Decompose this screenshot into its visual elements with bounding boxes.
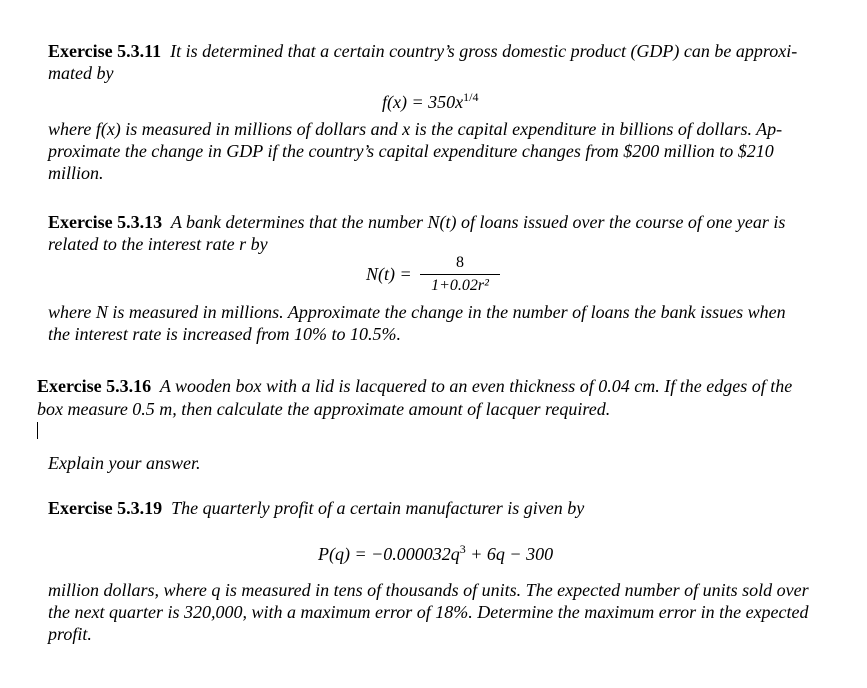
- fraction-bar: [420, 274, 500, 275]
- exercise-5-3-16-line-2: [37, 398, 610, 420]
- equation-lhs: P(q) = −0.000032q: [318, 544, 460, 564]
- exercise-5-3-11-line-2: [48, 62, 113, 84]
- exercise-5-3-16-line-1: [37, 375, 792, 397]
- exercise-5-3-11-line-1: [48, 40, 797, 62]
- exercise-label: Exercise 5.3.13: [48, 212, 163, 232]
- exercise-5-3-13-line-4: [48, 323, 401, 345]
- exercise-5-3-11-line-3: [48, 118, 782, 140]
- exercise-5-3-11-line-5: [48, 162, 104, 184]
- equation-lhs: N(t) =: [366, 264, 412, 284]
- text-cursor[interactable]: [37, 422, 38, 439]
- exercise-5-3-11-line-4: [48, 140, 774, 162]
- exercise-5-3-19-line-2: [48, 579, 809, 601]
- exercise-text: box measure 0.5 m, then calculate the approximate amount of lacquer required.: [37, 399, 611, 419]
- exercise-text: mated by: [48, 63, 114, 83]
- exercise-5-3-13-line-1: [48, 211, 785, 233]
- exercise-text: where N is measured in millions. Approximate the change in the number of loans the bank issues when: [48, 302, 786, 322]
- fraction-numerator: 8: [456, 254, 464, 271]
- exercise-label: Exercise 5.3.11: [48, 41, 162, 61]
- equation-loans-lhs: [366, 263, 412, 285]
- exercise-5-3-13-line-3: [48, 301, 786, 323]
- exercise-label: Exercise 5.3.16: [37, 376, 152, 396]
- equation-gdp: [382, 86, 478, 113]
- equation-profit: [318, 538, 553, 565]
- exercise-text: The quarterly profit of a certain manufacturer is given by: [171, 498, 585, 518]
- exercise-5-3-19-line-1: [48, 497, 584, 519]
- exercise-text: related to the interest rate r by: [48, 234, 268, 254]
- exercise-5-3-19-line-3: [48, 601, 809, 623]
- exercise-text: million.: [48, 163, 104, 183]
- exercise-text: the next quarter is 320,000, with a maximum error of 18%. Determine the maximum error in the expected: [48, 602, 809, 622]
- exercise-text: the interest rate is increased from 10% to 10.5%.: [48, 324, 401, 344]
- exercise-label: Exercise 5.3.19: [48, 498, 163, 518]
- equation-exponent: 1/4: [463, 90, 479, 104]
- exercise-text: A bank determines that the number N(t) of loans issued over the course of one year is: [170, 212, 786, 232]
- equation-lhs: f(x) = 350x: [382, 92, 464, 112]
- exercise-text: proximate the change in GDP if the country’s capital expenditure changes from $200 million to $210: [48, 141, 774, 161]
- equation-rest: + 6q − 300: [465, 544, 554, 564]
- exercise-text: where f(x) is measured in millions of dollars and x is the capital expenditure in billions of dollars. Ap-: [48, 119, 783, 139]
- exercise-text: A wooden box with a lid is lacquered to an even thickness of 0.04 cm. If the edges of the: [159, 376, 793, 396]
- exercise-text: million dollars, where q is measured in tens of thousands of units. The expected number of units sold over: [48, 580, 809, 600]
- exercise-text: It is determined that a certain country’s gross domestic product (GDP) can be approxi-: [170, 41, 798, 61]
- explain-answer-text: Explain your answer.: [48, 453, 201, 473]
- equation-exponent: 3: [459, 542, 466, 556]
- fraction-denominator: 1+0.02r²: [431, 277, 489, 294]
- exercise-text: profit.: [48, 624, 92, 644]
- exercise-5-3-19-line-4: [48, 623, 92, 645]
- exercise-5-3-13-line-2: [48, 233, 268, 255]
